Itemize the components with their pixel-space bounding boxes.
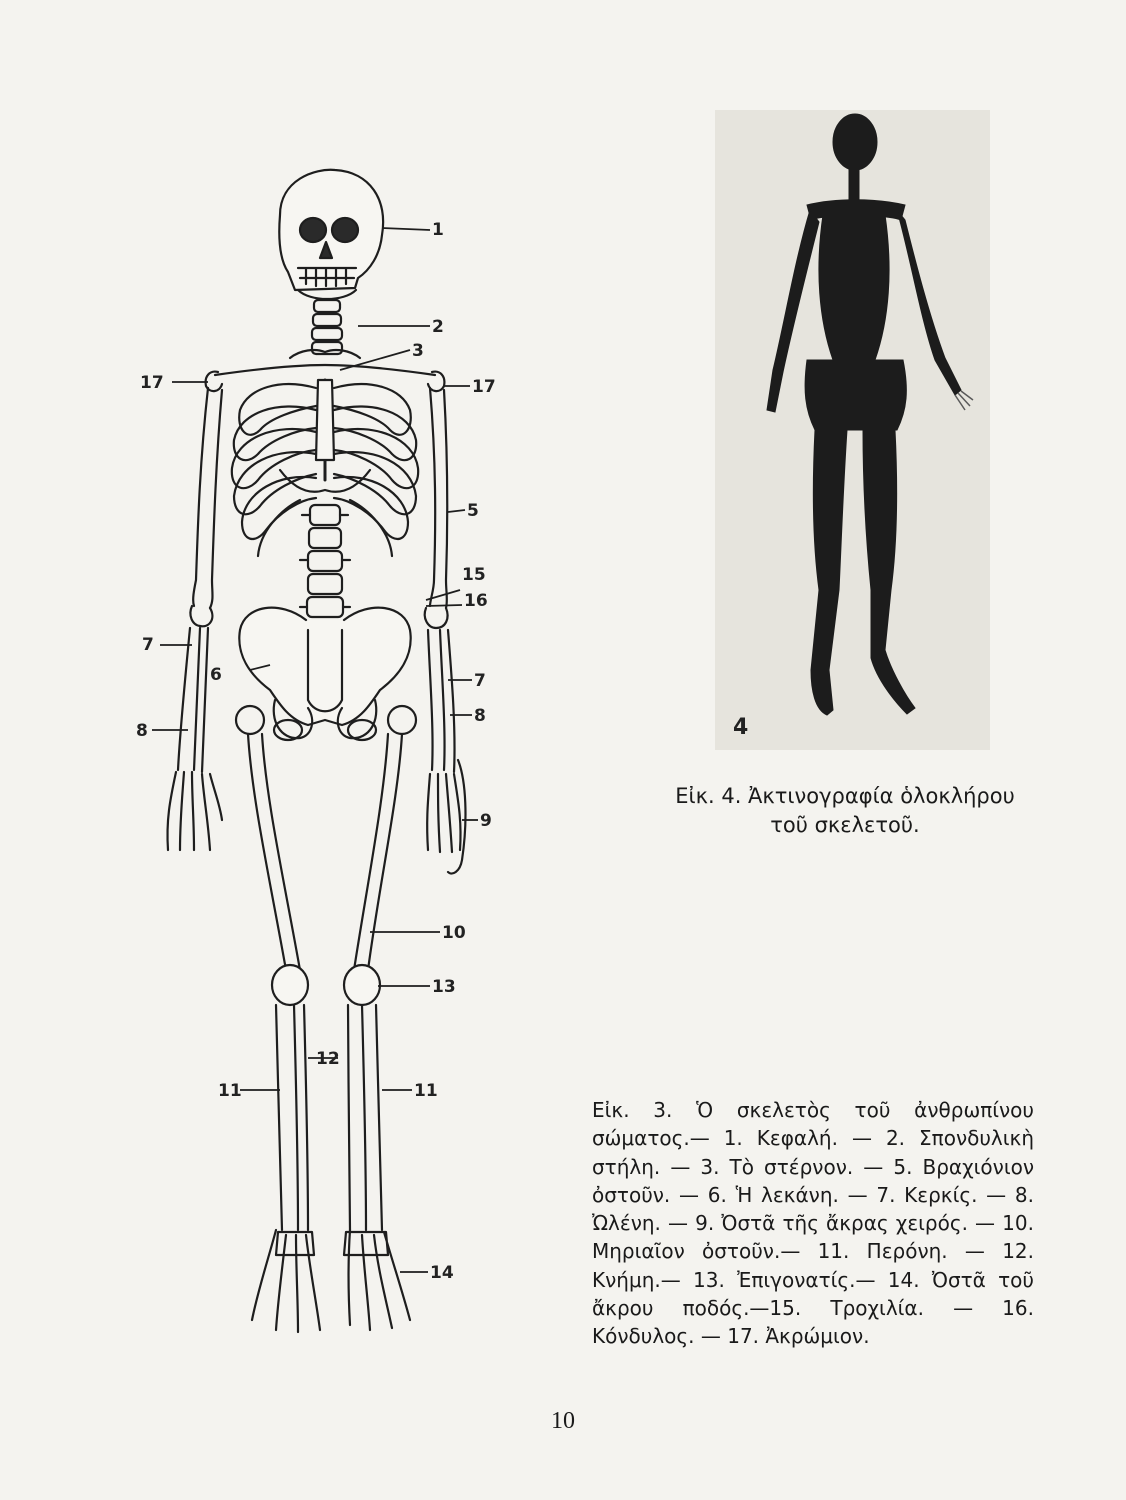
legs-drawing xyxy=(236,706,416,1332)
label-17-right: 17 xyxy=(472,377,496,397)
label-14: 14 xyxy=(430,1263,454,1283)
label-7-right: 7 xyxy=(474,671,486,691)
lumbar-spine-drawing xyxy=(300,505,350,617)
right-arm-drawing xyxy=(425,388,466,874)
label-8-left: 8 xyxy=(136,721,148,741)
figure-4-caption-line-2: τοῦ σκελετοῦ. xyxy=(770,813,920,837)
cervical-spine-drawing xyxy=(312,300,342,354)
label-13: 13 xyxy=(432,977,456,997)
label-12: 12 xyxy=(316,1049,340,1069)
label-9: 9 xyxy=(480,811,492,831)
rib-cage-drawing xyxy=(232,380,418,556)
skull-drawing xyxy=(279,170,383,299)
skeleton-diagram xyxy=(130,160,520,1350)
left-arm-drawing xyxy=(167,388,222,850)
page-number: 10 xyxy=(551,1408,575,1434)
label-3: 3 xyxy=(412,341,424,361)
label-2: 2 xyxy=(432,317,444,337)
label-8-right: 8 xyxy=(474,706,486,726)
label-5: 5 xyxy=(467,501,479,521)
label-10: 10 xyxy=(442,923,466,943)
label-15: 15 xyxy=(462,565,486,585)
figure-3-caption: Εἰκ. 3. Ὁ σκελετὸς τοῦ ἀνθρωπίνου σώματος.— 1. Κεφαλή. — 2. Σπονδυλικὴ στήλη. — 3. Τὸ στέρνον. — 5. Βραχιόνιον ὀστοῦν. — 6. Ἡ λεκάνη. — 7. Κερκίς. — 8. Ὠλένη. — 9. Ὀστᾶ τῆς ἄκρας χειρός. — 10. Μηριαῖον ὀστοῦν.— 11. Περόνη. — 12. Κνήμη.— 13. Ἐπιγονατίς.— 14. Ὀστᾶ τοῦ ἄκρου ποδός.—15. Τροχιλία. — 16. Κόνδυλος. — 17. Ἀκρώμιον. xyxy=(592,1098,1034,1349)
label-17-left: 17 xyxy=(140,373,164,393)
xray-silhouette xyxy=(715,110,990,750)
figure-4-caption xyxy=(650,782,1040,840)
xray-plate-number: 4 xyxy=(733,715,749,740)
label-7-left: 7 xyxy=(142,635,154,655)
figure-4-caption-line-1: Εἰκ. 4. Ἀκτινογραφία ὁλοκλήρου xyxy=(675,784,1015,808)
label-11-left: 11 xyxy=(218,1081,242,1101)
label-11-right: 11 xyxy=(414,1081,438,1101)
label-1: 1 xyxy=(432,220,444,240)
xray-photograph xyxy=(715,110,990,750)
label-16: 16 xyxy=(464,591,488,611)
label-6: 6 xyxy=(210,665,222,685)
